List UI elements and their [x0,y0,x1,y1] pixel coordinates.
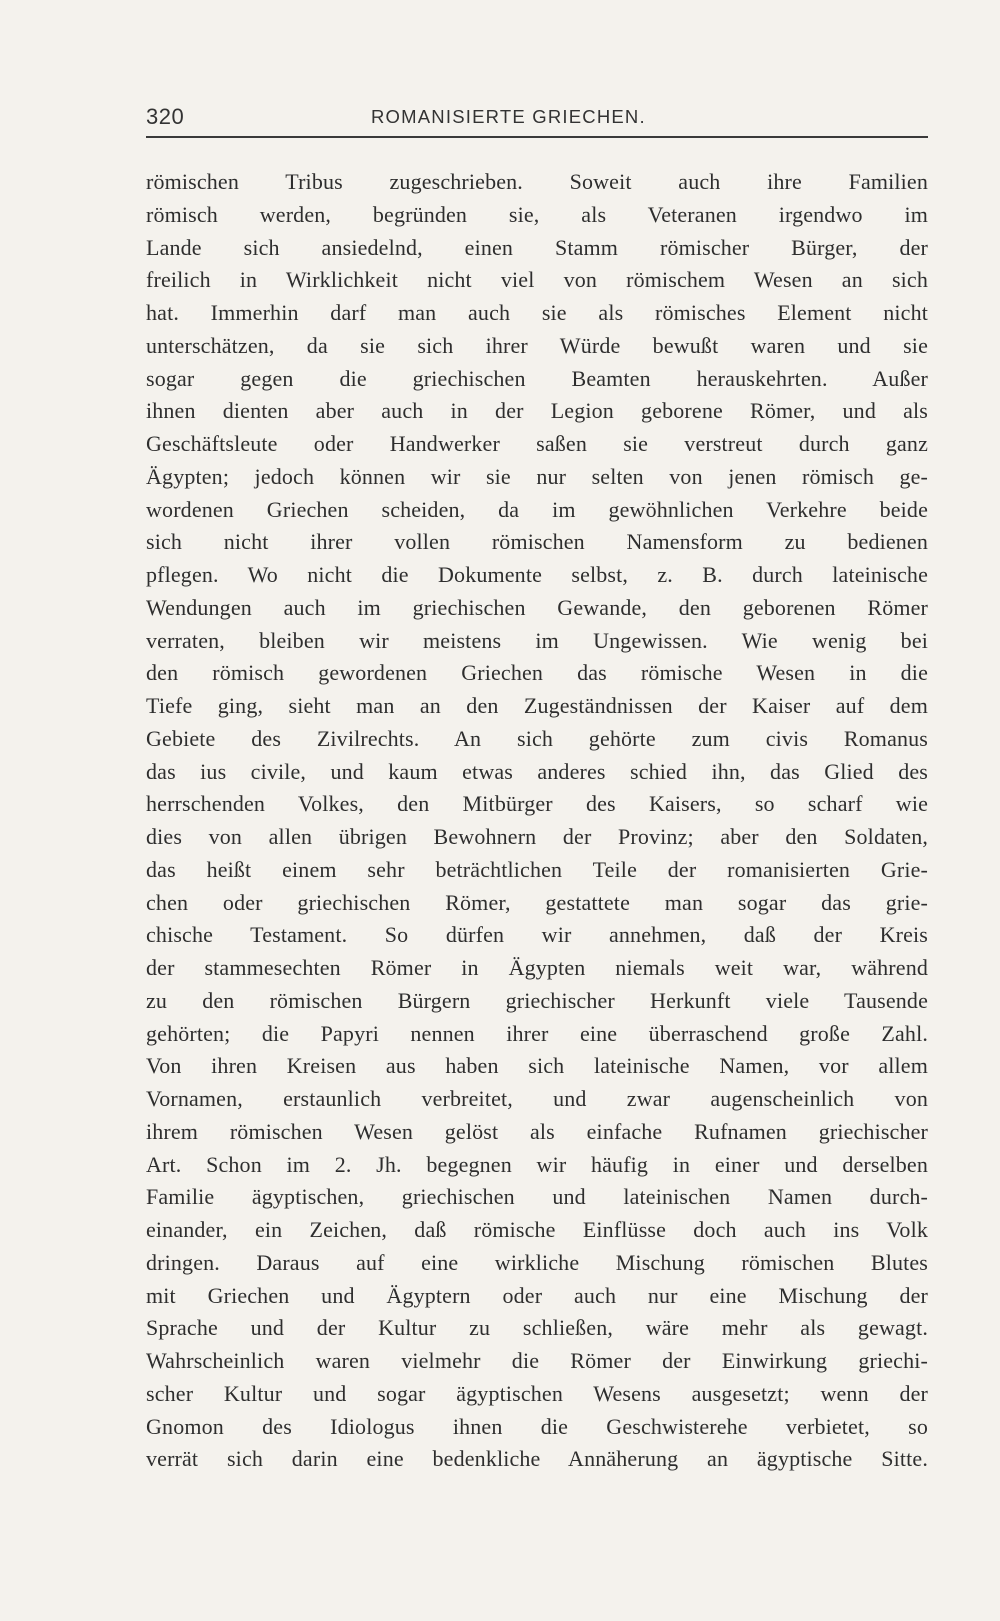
text-line: hat. Immerhin darf man auch sie als römisches Element nicht [146,300,928,325]
text-line: Lande sich ansiedelnd, einen Stamm römischer Bürger, der [146,234,928,260]
text-line: zu den römischen Bürgern griechischer Herkunft viele Tausende [146,987,928,1013]
text-line: Wahrscheinlich waren vielmehr die Römer der Einwirkung griechi- [146,1348,928,1373]
text-line: Gebiete des Zivilrechts. An sich gehörte zum civis Romanus [146,725,928,751]
text-line: pflegen. Wo nicht die Dokumente selbst, z. B. durch lateinische [146,562,928,587]
text-line: Von ihren Kreisen aus haben sich lateinische Namen, vor allem [146,1053,928,1079]
text-line: dies von allen übrigen Bewohnern der Provinz; aber den Soldaten, [146,824,928,849]
page-number: 320 [146,104,185,129]
text-line: ihnen dienten aber auch in der Legion geborene Römer, und als [146,398,928,424]
text-line: ihrem römischen Wesen gelöst als einfache Rufnamen griechischer [146,1118,928,1144]
text-line: scher Kultur und sogar ägyptischen Wesens ausgesetzt; wenn der [146,1380,928,1406]
text-line: sogar gegen die griechischen Beamten herauskehrten. Außer [146,365,928,391]
running-title: ROMANISIERTE GRIECHEN. [371,106,646,127]
text-line: verrät sich darin eine bedenkliche Annäherung an ägyptische Sitte. [146,1446,928,1472]
text-line: Wendungen auch im griechischen Gewande, den geborenen Römer [146,594,928,620]
header-rule [146,136,928,138]
text-line: herrschenden Volkes, den Mitbürger des Kaisers, so scharf wie [146,791,928,817]
text-line: der stammesechten Römer in Ägypten niemals weit war, während [146,955,928,980]
text-line: römisch werden, begründen sie, als Veteranen irgendwo im [146,201,928,227]
body-text [146,166,928,1476]
text-line: dringen. Daraus auf eine wirkliche Mischung römischen Blutes [146,1249,928,1275]
text-line: Geschäftsleute oder Handwerker saßen sie verstreut durch ganz [146,431,928,456]
text-line: Art. Schon im 2. Jh. begegnen wir häufig in einer und derselben [146,1151,928,1177]
text-line: den römisch gewordenen Griechen das römische Wesen in die [146,660,928,686]
text-line: einander, ein Zeichen, daß römische Einflüsse doch auch ins Volk [146,1217,928,1242]
text-line: chische Testament. So dürfen wir annehmen, daß der Kreis [146,922,928,948]
text-line: freilich in Wirklichkeit nicht viel von römischem Wesen an sich [146,267,928,293]
text-line: Gnomon des Idiologus ihnen die Geschwisterehe verbietet, so [146,1413,928,1439]
text-line: gehörten; die Papyri nennen ihrer eine überraschend große Zahl. [146,1020,928,1046]
text-line: Familie ägyptischen, griechischen und lateinischen Namen durch- [146,1184,928,1210]
text-line: wordenen Griechen scheiden, da im gewöhnlichen Verkehre beide [146,496,928,522]
text-line: römischen Tribus zugeschrieben. Soweit auch ihre Familien [146,169,928,194]
text-line: mit Griechen und Ägyptern oder auch nur eine Mischung der [146,1282,928,1308]
running-header [146,104,928,134]
text-line: chen oder griechischen Römer, gestattete man sogar das grie- [146,889,928,915]
text-line: das heißt einem sehr beträchtlichen Teile der romanisierten Grie- [146,856,928,882]
text-line: verraten, bleiben wir meistens im Ungewissen. Wie wenig bei [146,627,928,653]
text-line: das ius civile, und kaum etwas anderes schied ihn, das Glied des [146,758,928,784]
text-line: Tiefe ging, sieht man an den Zugeständnissen der Kaiser auf dem [146,693,928,718]
text-line: Ägypten; jedoch können wir sie nur selten von jenen römisch ge- [146,463,928,489]
text-line: sich nicht ihrer vollen römischen Namensform zu bedienen [146,529,928,555]
text-line: Sprache und der Kultur zu schließen, wäre mehr als gewagt. [146,1315,928,1341]
text-line: Vornamen, erstaunlich verbreitet, und zwar augenscheinlich von [146,1086,928,1111]
text-line: unterschätzen, da sie sich ihrer Würde bewußt waren und sie [146,332,928,358]
